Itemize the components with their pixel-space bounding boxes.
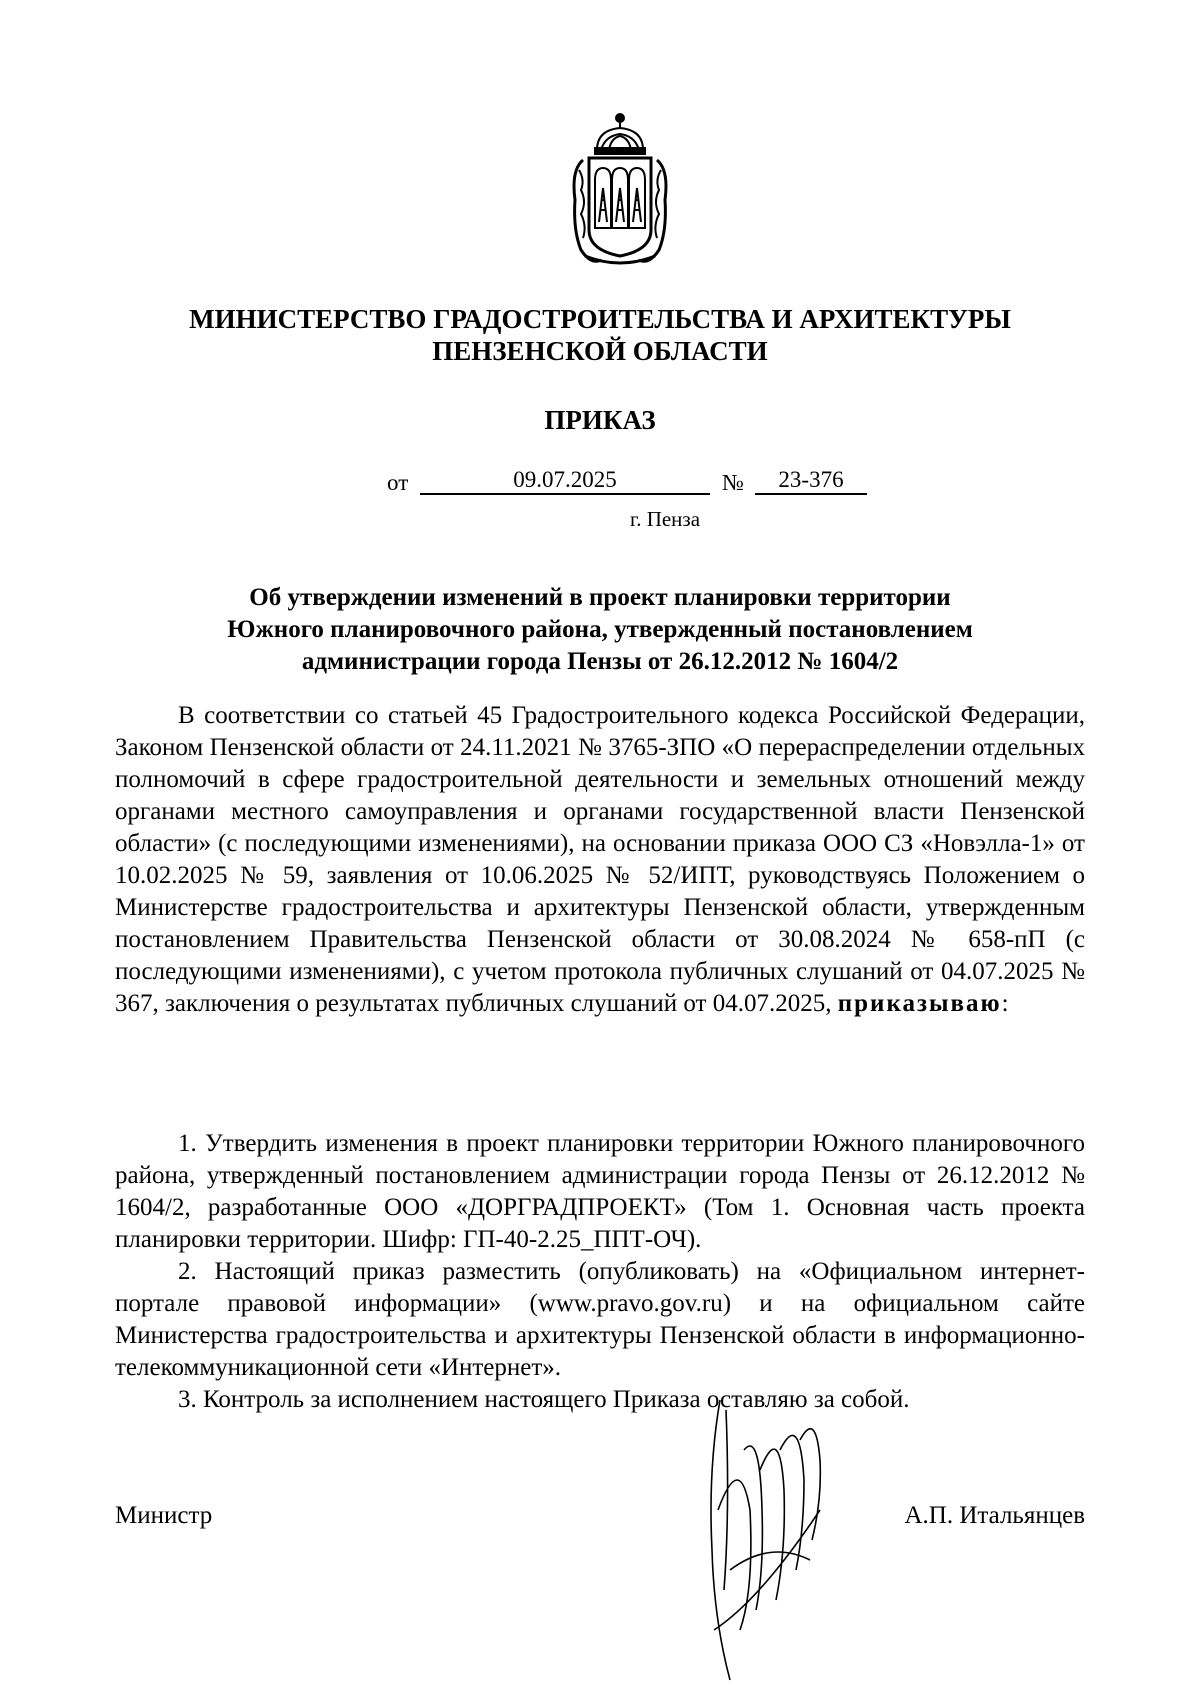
handwritten-signature <box>700 1390 850 1690</box>
list-item: 1. Утвердить изменения в проект планировки территории Южного планировочного района, утвержденный постановлением администрации города Пензы от 26.12.2012 № 1604/2, разработанные ООО «ДОРГРАДПРОЕКТ» (Том 1. Основная часть проекта планировки территории. Шифр: ГП-40-2.25_ППТ-ОЧ). <box>115 1130 1085 1253</box>
signatory-role: Министр <box>115 1502 213 1529</box>
city: г. Пенза <box>629 507 701 531</box>
ministry-name <box>100 303 1100 367</box>
ministry-name-line1: МИНИСТЕРСТВО ГРАДОСТРОИТЕЛЬСТВА И АРХИТЕКТУРЫ <box>189 304 1011 334</box>
ministry-name-line2: ПЕНЗЕНСКОЙ ОБЛАСТИ <box>432 336 768 366</box>
order-items <box>115 1128 1085 1416</box>
decree-word: приказываю <box>837 990 1002 1017</box>
signatory-name: А.П. Итальянцев <box>904 1502 1085 1529</box>
preamble <box>115 700 1085 1020</box>
subject-line1: Об утверждении изменений в проект планировки территории <box>249 584 951 611</box>
preamble-text: В соответствии со статьей 45 Градостроительного кодекса Российской Федерации, Законом Пензенской области от 24.11.2021 № 3765-ЗПО «О перераспределении отдельных полномочий в сфере градостроительной деятельности и земельных отношений между органами местного самоуправления и органами государственной власти Пензенской области» (с последующими изменениями), на основании приказа ООО СЗ «Новэлла-1» от 10.02.2025 № 59, заявления от 10.06.2025 № 52/ИПТ, руководствуясь Положением о Министерстве градостроительства и архитектуры Пензенской области, утвержденным постановлением Правительства Пензенской области от 30.08.2024 № 658-пП (с последующими изменениями), с учетом протокола публичных слушаний от 04.07.2025 № 367, заключения о результатах публичных слушаний от 04.07.2025, <box>115 702 1085 1017</box>
date-label: от <box>387 470 409 495</box>
order-number: 23-376 <box>755 467 867 495</box>
list-item: 2. Настоящий приказ разместить (опубликовать) на «Официальном интернет-портале правовой информации» (www.pravo.gov.ru) и на официальном сайте Министерства градостроительства и архитектуры Пензенской области в информационно-телекоммуникационной сети «Интернет». <box>115 1258 1085 1381</box>
order-details <box>0 467 1200 499</box>
subject-line2: Южного планировочного района, утвержденный постановлением <box>227 616 973 643</box>
coat-of-arms-icon <box>561 110 679 270</box>
subject-line3: администрации города Пензы от 26.12.2012 № 1604/2 <box>301 648 899 675</box>
list-item: 3. Контроль за исполнением настоящего Приказа оставляю за собой. <box>178 1386 910 1413</box>
number-label: № <box>722 470 744 495</box>
order-subject <box>130 582 1070 678</box>
document-type: ПРИКАЗ <box>544 405 656 435</box>
order-date: 09.07.2025 <box>420 467 710 495</box>
preamble-colon: : <box>1001 990 1009 1017</box>
